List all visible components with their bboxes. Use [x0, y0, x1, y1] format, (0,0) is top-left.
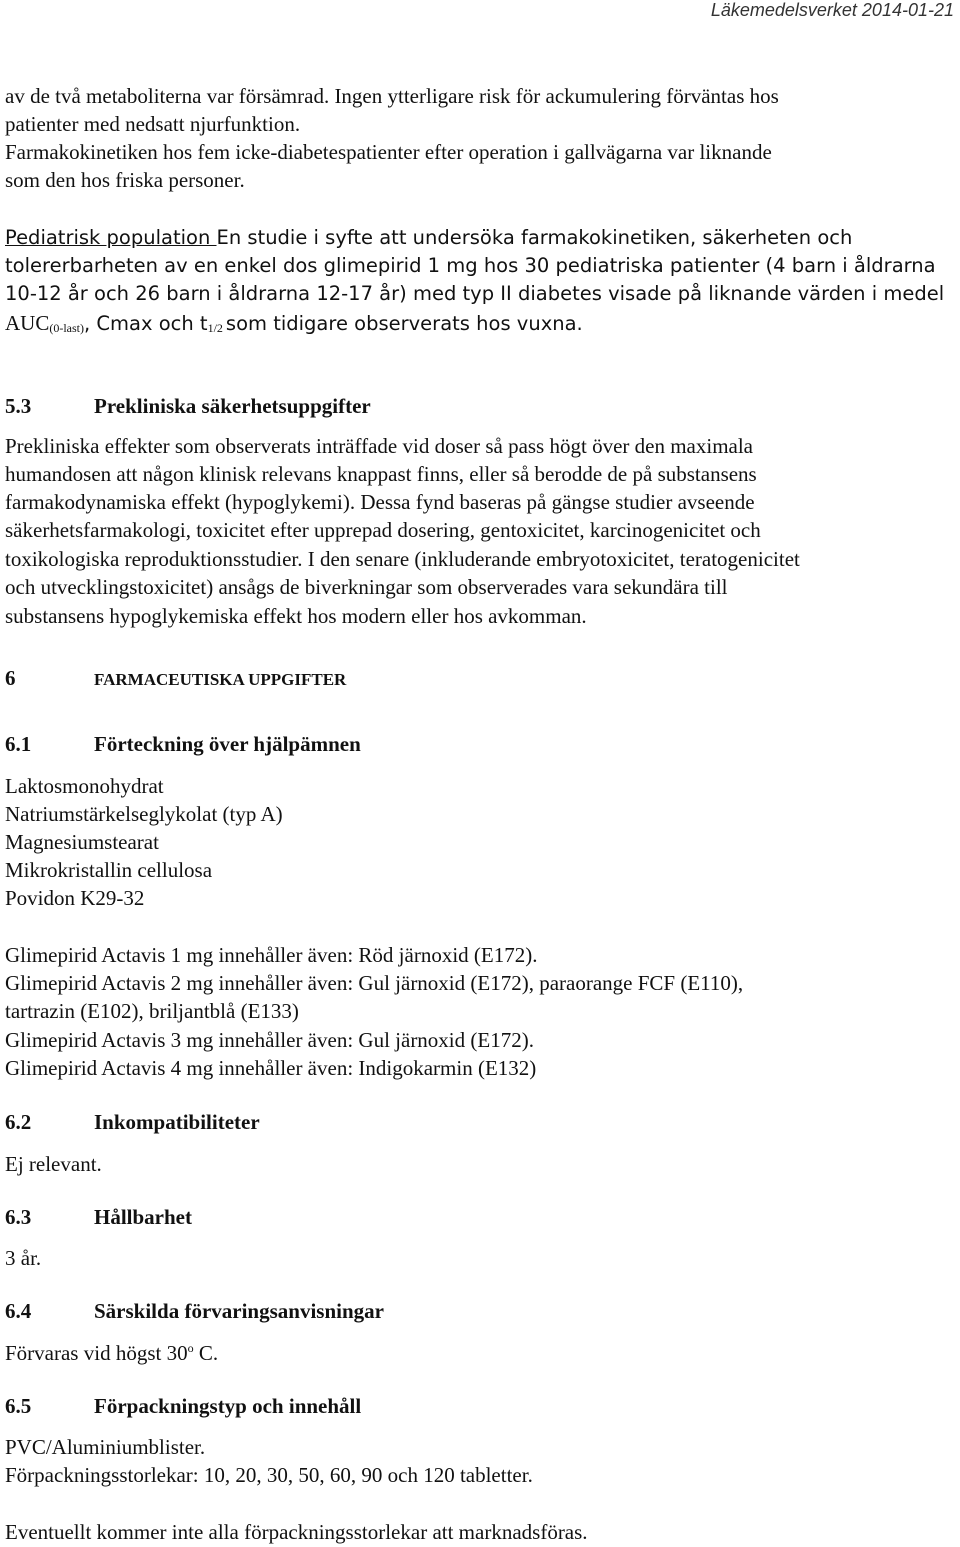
- excipient-item: Mikrokristallin cellulosa: [5, 858, 213, 882]
- s53-line-5: toxikologiska reproduktionsstudier. I den senare (inkluderande embryotoxicitet, teratogenicitet: [5, 547, 800, 571]
- section-number: 6.4: [5, 1299, 32, 1323]
- s53-line-3: farmakodynamiska effekt (hypoglykemi). Dessa fynd baseras på gängse studier avseende: [5, 490, 755, 514]
- colorant-line: Glimepirid Actavis 3 mg innehåller även: Gul järnoxid (E172).: [5, 1028, 534, 1052]
- colorant-line: Glimepirid Actavis 4 mg innehåller även: Indigokarmin (E132): [5, 1056, 537, 1080]
- section-number: 6.2: [5, 1110, 32, 1134]
- section-title: Förpackningstyp och innehåll: [94, 1394, 362, 1418]
- s53-line-1: Prekliniska effekter som observerats inträffade vid doser så pass högt över den maximala: [5, 434, 754, 458]
- colorant-line: Glimepirid Actavis 1 mg innehåller även: Röd järnoxid (E172).: [5, 943, 538, 967]
- section-number: 5.3: [5, 394, 32, 418]
- s63-text: 3 år.: [5, 1246, 42, 1270]
- section-number: 6.1: [5, 732, 32, 756]
- intro-line-2: patienter med nedsatt njurfunktion.: [5, 112, 301, 136]
- section-6-4-heading: [5, 1297, 384, 1325]
- pediatric-text-1: En studie i syfte att undersöka farmakokinetiken, säkerheten och: [216, 226, 853, 249]
- pediatric-line-2: tolererbarheten av en enkel dos glimepirid 1 mg hos 30 pediatriska patienter (4 barn i åldrarna: [5, 254, 936, 277]
- section-title: Särskilda förvaringsanvisningar: [94, 1299, 384, 1323]
- section-6-5-heading: [5, 1392, 361, 1420]
- cmax-text: , Cmax och t: [84, 312, 208, 335]
- s53-line-2: humandosen att någon klinisk relevans knappast finns, eller så berodde de på substansens: [5, 462, 757, 486]
- s53-line-7: substansens hypoglykemiska effekt hos modern eller hos avkomman.: [5, 604, 587, 628]
- section-title: Prekliniska säkerhetsuppgifter: [94, 394, 371, 418]
- auc-subscript: (0-last): [49, 321, 84, 335]
- pediatric-line-1: [5, 224, 957, 252]
- degree-superscript: o: [187, 1341, 194, 1355]
- section-6-1-heading: [5, 730, 361, 758]
- section-6-heading: [5, 664, 346, 694]
- s65-line-1: PVC/Aluminiumblister.: [5, 1435, 206, 1459]
- section-title: Förteckning över hjälpämnen: [94, 732, 361, 756]
- section-title: Inkompatibiliteter: [94, 1110, 260, 1134]
- section-number: 6: [5, 666, 16, 690]
- s53-line-4: säkerhetsfarmakologi, toxicitet efter upprepad dosering, gentoxicitet, karcinogenicitet och: [5, 518, 761, 542]
- storage-unit: C.: [193, 1341, 219, 1365]
- s64-text: [5, 1339, 957, 1367]
- intro-line-4: som den hos friska personer.: [5, 168, 245, 192]
- s62-text: Ej relevant.: [5, 1152, 102, 1176]
- colorant-line: Glimepirid Actavis 2 mg innehåller även: Gul järnoxid (E172), paraorange FCF (E110),: [5, 971, 744, 995]
- auc-label: AUC: [5, 311, 50, 335]
- t-half-subscript: 1/2: [207, 321, 226, 335]
- section-5-3-heading: [5, 392, 371, 420]
- s65-line-2: Förpackningsstorlekar: 10, 20, 30, 50, 60, 90 och 120 tabletter.: [5, 1463, 533, 1487]
- pediatric-line-4: [5, 309, 957, 338]
- section-title: Hållbarhet: [94, 1205, 192, 1229]
- section-6-2-heading: [5, 1108, 260, 1136]
- s53-line-6: och utvecklingstoxicitet) ansågs de biverkningar som observerades vara sekundära till: [5, 575, 728, 599]
- excipient-item: Natriumstärkelseglykolat (typ A): [5, 802, 283, 826]
- section-6-3-heading: [5, 1203, 192, 1231]
- excipient-item: Povidon K29-32: [5, 886, 145, 910]
- intro-line-1: av de två metaboliterna var försämrad. Ingen ytterligare risk för ackumulering förväntas hos: [5, 84, 779, 108]
- s65-line-3: Eventuellt kommer inte alla förpackningsstorlekar att marknadsföras.: [5, 1520, 588, 1544]
- section-number: 6.3: [5, 1205, 32, 1229]
- intro-line-3: Farmakokinetiken hos fem icke-diabetespatienter efter operation i gallvägarna var liknande: [5, 140, 772, 164]
- excipient-item: Laktosmonohydrat: [5, 774, 164, 798]
- section-number: 6.5: [5, 1394, 32, 1418]
- colorant-line: tartrazin (E102), briljantblå (E133): [5, 999, 299, 1023]
- pediatric-heading: Pediatrisk population: [5, 226, 217, 249]
- excipient-item: Magnesiumstearat: [5, 830, 159, 854]
- pediatric-line-3: 10-12 år och 26 barn i åldrarna 12-17 år) med typ II diabetes visade på liknande värden i medel: [5, 282, 945, 305]
- document-header: Läkemedelsverket 2014-01-21: [710, 0, 954, 20]
- pediatric-end: som tidigare observerats hos vuxna.: [225, 312, 583, 335]
- section-title: FARMACEUTISKA UPPGIFTER: [94, 670, 347, 689]
- storage-text: Förvaras vid högst 30: [5, 1341, 188, 1365]
